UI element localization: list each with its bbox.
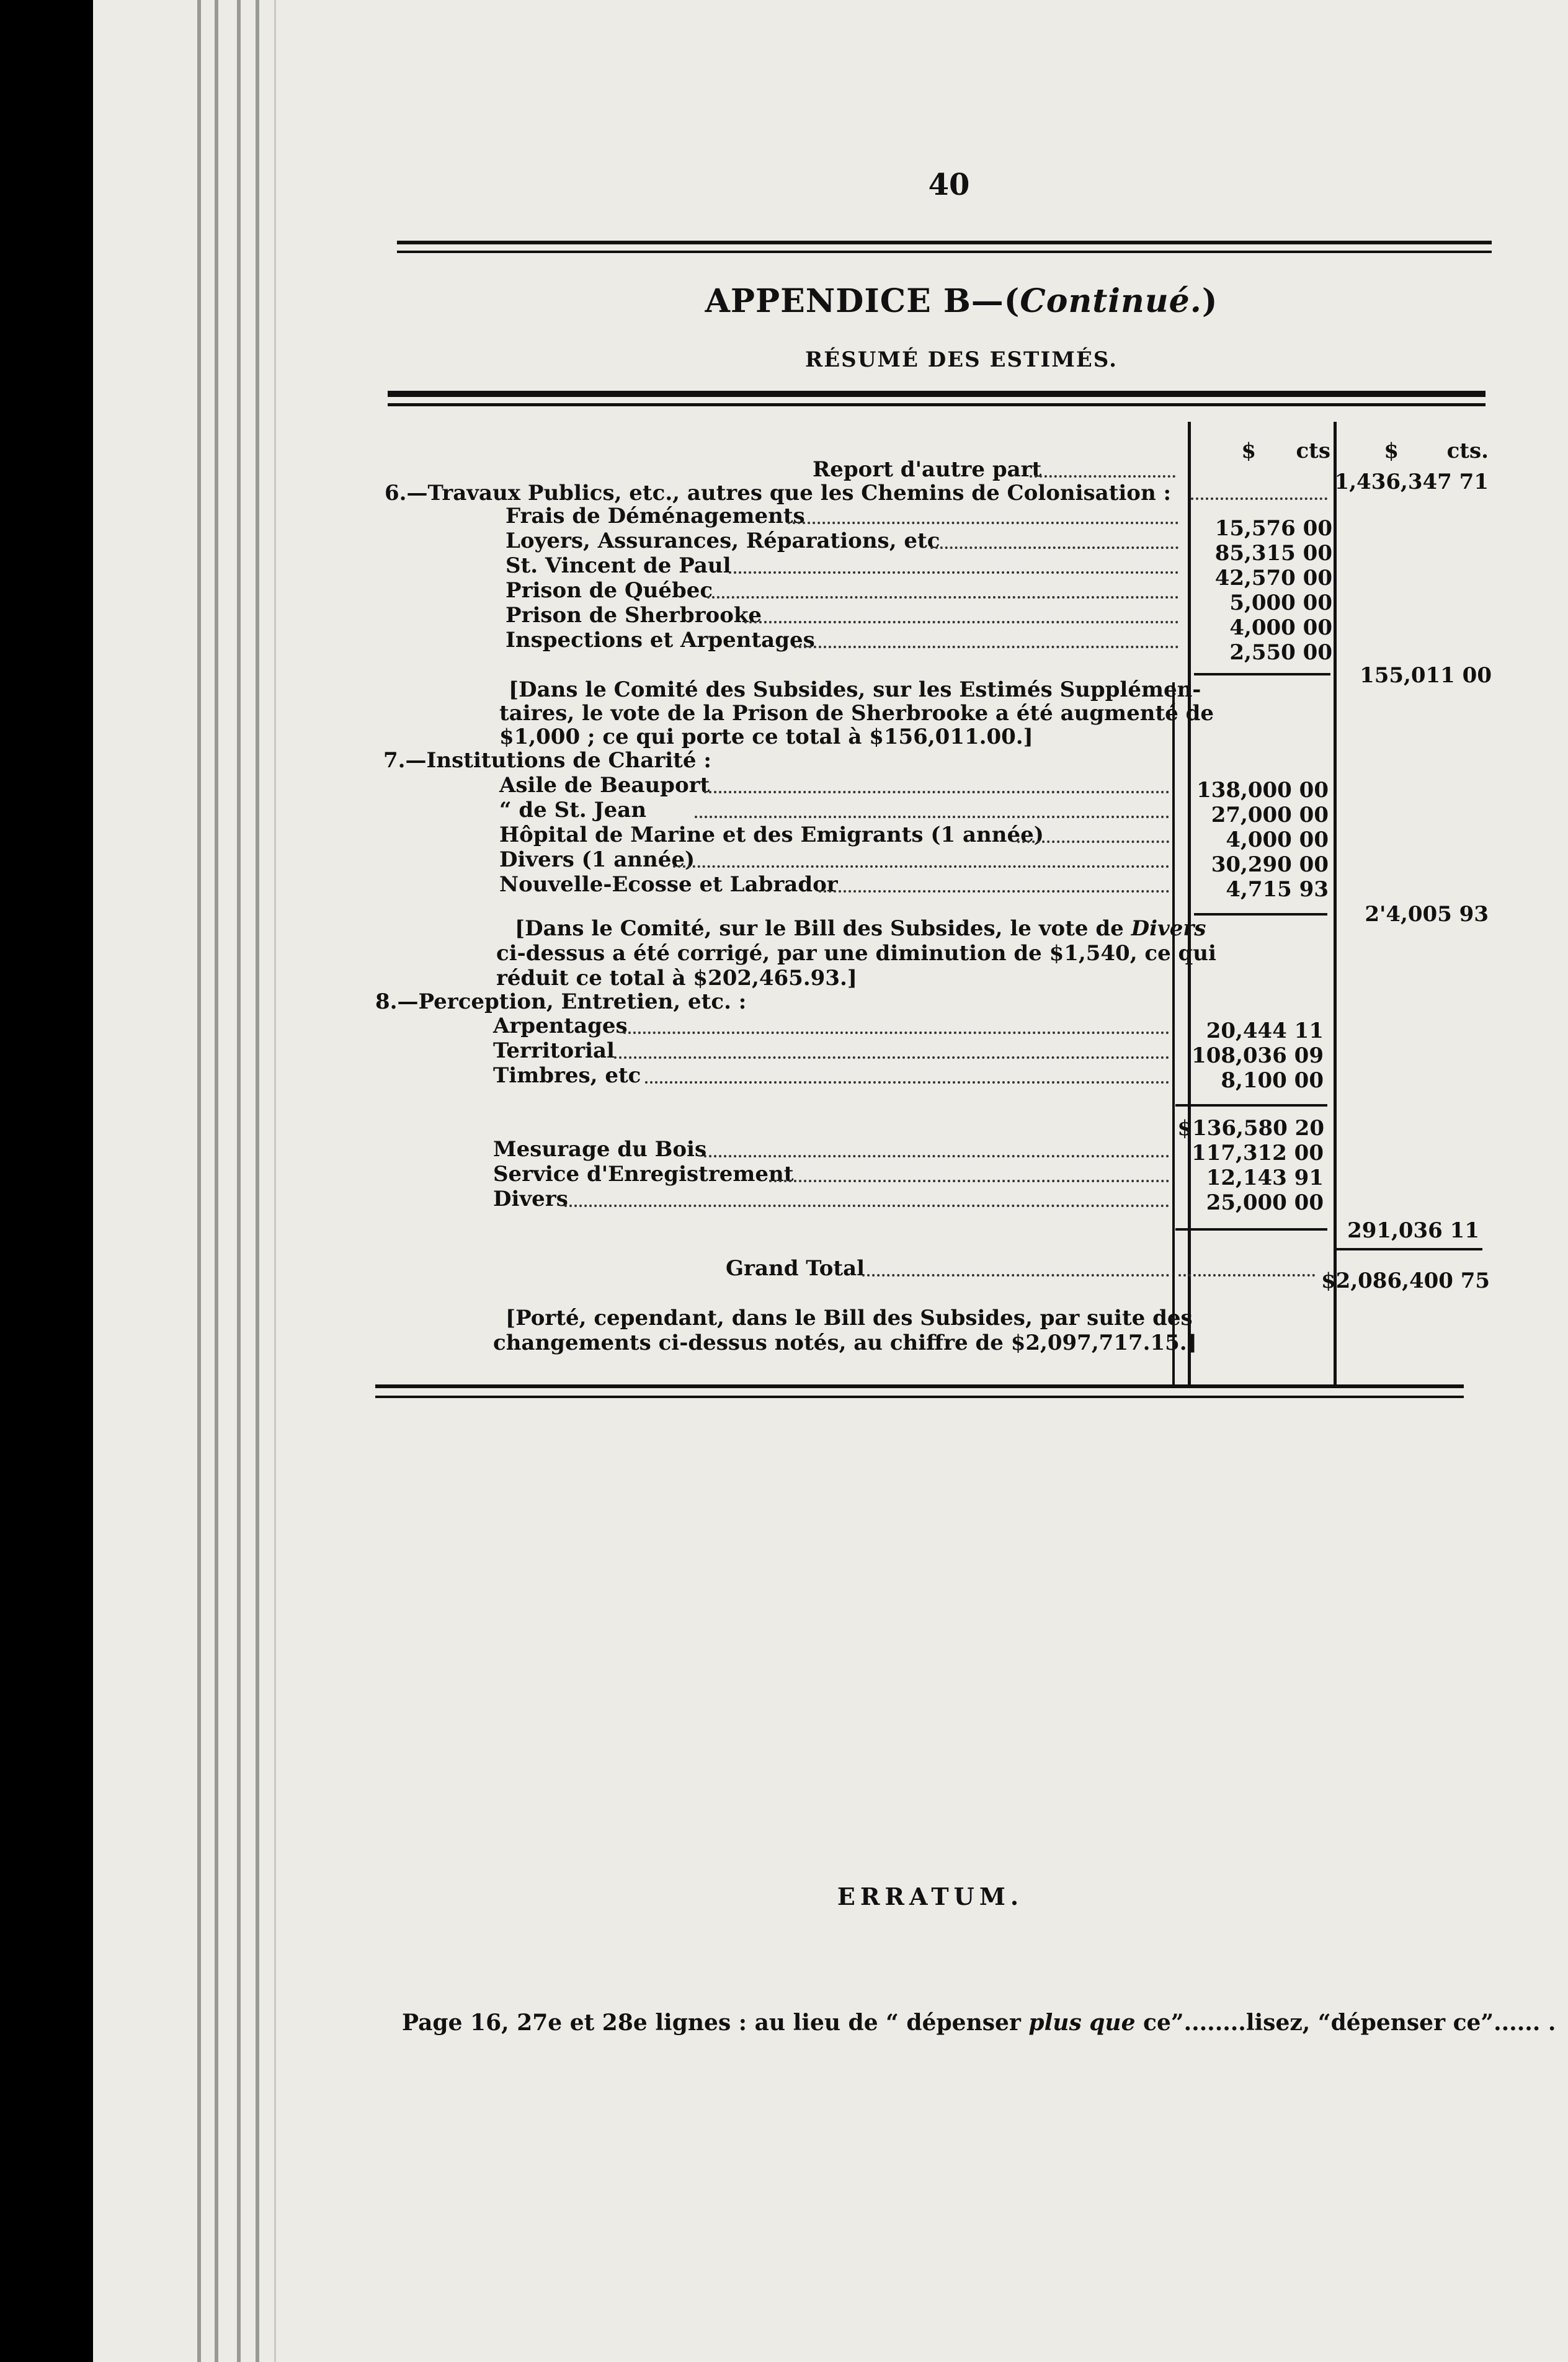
amount: 4,000 00 xyxy=(1229,615,1332,640)
line-item: Loyers, Assurances, Réparations, etc xyxy=(506,528,940,553)
amount: 5,000 00 xyxy=(1229,590,1332,615)
line-item: Territorial xyxy=(493,1038,615,1063)
line-item: Mesurage du Bois xyxy=(493,1137,707,1162)
erratum-heading: ERRATUM. xyxy=(837,1883,1024,1910)
bottom-rule xyxy=(375,1384,1464,1388)
grand-total-amount: $2,086,400 75 xyxy=(1321,1268,1490,1293)
leader-dots xyxy=(1030,475,1175,478)
subtotal: $136,580 20 xyxy=(1177,1116,1324,1141)
erratum-text xyxy=(402,2010,1556,2036)
amount: 117,312 00 xyxy=(1192,1141,1324,1165)
section-total: 291,036 11 xyxy=(1347,1218,1479,1243)
leader-dots xyxy=(788,522,1178,524)
line-item: Asile de Beauport xyxy=(499,773,710,798)
erratum-italic: plus que xyxy=(1028,2010,1136,2036)
leader-dots xyxy=(1017,840,1169,843)
top-rule xyxy=(397,251,1492,253)
line-item: Arpentages xyxy=(493,1014,628,1038)
amount: 85,315 00 xyxy=(1214,541,1332,566)
note-line xyxy=(515,917,1206,940)
amount: 138,000 00 xyxy=(1196,778,1329,803)
table-top-rule xyxy=(388,403,1486,406)
amount: 108,036 09 xyxy=(1192,1043,1324,1068)
note-line: changements ci-dessus notés, au chiffre de $2,097,717.15.] xyxy=(493,1330,1197,1355)
line-item: Timbres, etc xyxy=(493,1063,641,1088)
bottom-rule xyxy=(375,1396,1464,1398)
section-total: 155,011 00 xyxy=(1360,663,1492,688)
amount: 42,570 00 xyxy=(1214,566,1332,590)
amount: 4,715 93 xyxy=(1226,877,1329,902)
line-item: Inspections et Arpentages xyxy=(506,628,815,653)
section-heading: 6.—Travaux Publics, etc., autres que les Chemins de Colonisation : xyxy=(385,481,1172,506)
note-line: réduit ce total à $202,465.93.] xyxy=(496,966,857,991)
top-rule xyxy=(397,241,1492,244)
amount: 27,000 00 xyxy=(1211,803,1329,827)
amount: 8,100 00 xyxy=(1221,1068,1324,1093)
note-line: taires, le vote de la Prison de Sherbrooke a été augmenté de xyxy=(499,701,1214,726)
sum-rule xyxy=(1194,913,1327,916)
leader-dots xyxy=(614,1056,1169,1059)
line-item: Frais de Déménagements xyxy=(506,504,805,528)
note-line: ci-dessus a été corrigé, par une diminution de $1,540, ce qui xyxy=(496,941,1216,966)
amount: 20,444 11 xyxy=(1206,1018,1324,1043)
title-close: ) xyxy=(1201,282,1218,320)
note-italic: Divers xyxy=(1131,916,1206,941)
section-heading: 7.—Institutions de Charité : xyxy=(383,748,711,773)
leader-dots xyxy=(564,1205,1169,1207)
column-header: cts. xyxy=(1446,439,1489,463)
page-edge xyxy=(274,0,276,2362)
sum-rule xyxy=(1337,1248,1482,1250)
note-line: [Porté, cependant, dans le Bill des Subsides, par suite des xyxy=(506,1306,1193,1330)
leader-dots xyxy=(862,1274,1169,1277)
leader-dots xyxy=(695,816,1169,818)
leader-dots xyxy=(794,646,1178,648)
table-top-rule xyxy=(388,391,1486,397)
amount: 4,000 00 xyxy=(1226,827,1329,852)
erratum-part: ce”........lisez, “dépenser ce”...... . xyxy=(1135,2010,1556,2036)
section-heading: 8.—Perception, Entretien, etc. : xyxy=(375,989,747,1014)
note-line: $1,000 ; ce qui porte ce total à $156,011.00.] xyxy=(499,724,1033,749)
column-header: cts xyxy=(1296,439,1330,463)
page-edge xyxy=(197,0,201,2362)
column-rule xyxy=(1172,682,1175,1386)
leader-dots xyxy=(1191,497,1327,500)
leader-dots xyxy=(819,890,1169,893)
title-text: APPENDICE B—( xyxy=(705,282,1020,320)
line-item: Prison de Québec xyxy=(506,578,713,603)
grand-total-label: Grand Total xyxy=(726,1256,865,1281)
report-label: Report d'autre part xyxy=(813,457,1042,482)
amount: 12,143 91 xyxy=(1206,1165,1324,1190)
leader-dots xyxy=(645,1081,1169,1084)
leader-dots xyxy=(623,1032,1169,1034)
column-header: $ xyxy=(1384,439,1399,463)
page-title xyxy=(620,282,1303,320)
line-item: “ de St. Jean xyxy=(499,798,647,822)
page-subtitle: RÉSUMÉ DES ESTIMÉS. xyxy=(805,347,1118,372)
page-edge xyxy=(256,0,259,2362)
amount: 30,290 00 xyxy=(1211,852,1329,877)
line-item: Prison de Sherbrooke xyxy=(506,603,762,628)
line-item: Service d'Enregistrement xyxy=(493,1162,794,1187)
line-item: Divers (1 année) xyxy=(499,847,695,872)
note-line: [Dans le Comité des Subsides, sur les Estimés Supplémen- xyxy=(509,677,1201,702)
sum-rule xyxy=(1175,1228,1327,1231)
sum-rule xyxy=(1175,1104,1327,1107)
column-header: $ xyxy=(1241,439,1256,463)
report-total: 1,436,347 71 xyxy=(1334,470,1489,494)
leader-dots xyxy=(704,791,1169,793)
leader-dots xyxy=(673,865,1169,868)
line-item: Hôpital de Marine et des Emigrants (1 année) xyxy=(499,822,1044,847)
section-total: 2'4,005 93 xyxy=(1365,902,1489,927)
leader-dots xyxy=(704,1155,1169,1157)
note-text: [Dans le Comité, sur le Bill des Subsides, le vote de xyxy=(515,916,1131,941)
title-italic: Continué. xyxy=(1020,282,1202,320)
line-item: St. Vincent de Paul xyxy=(506,553,731,578)
amount: 25,000 00 xyxy=(1206,1190,1324,1215)
amount: 2,550 00 xyxy=(1229,640,1332,665)
page-edge xyxy=(237,0,241,2362)
leader-dots xyxy=(769,1180,1169,1182)
erratum-part: Page 16, 27e et 28e lignes : au lieu de “ dépenser xyxy=(402,2010,1029,2036)
page-edge xyxy=(215,0,218,2362)
leader-dots xyxy=(729,571,1178,574)
leader-dots xyxy=(1178,1274,1315,1277)
sum-rule xyxy=(1194,673,1330,675)
page-number: 40 xyxy=(928,167,970,202)
line-item: Nouvelle-Ecosse et Labrador xyxy=(499,872,838,897)
line-item: Divers xyxy=(493,1187,568,1211)
amount: 15,576 00 xyxy=(1214,516,1332,541)
leader-dots xyxy=(707,596,1178,599)
leader-dots xyxy=(744,621,1178,623)
leader-dots xyxy=(930,546,1178,549)
